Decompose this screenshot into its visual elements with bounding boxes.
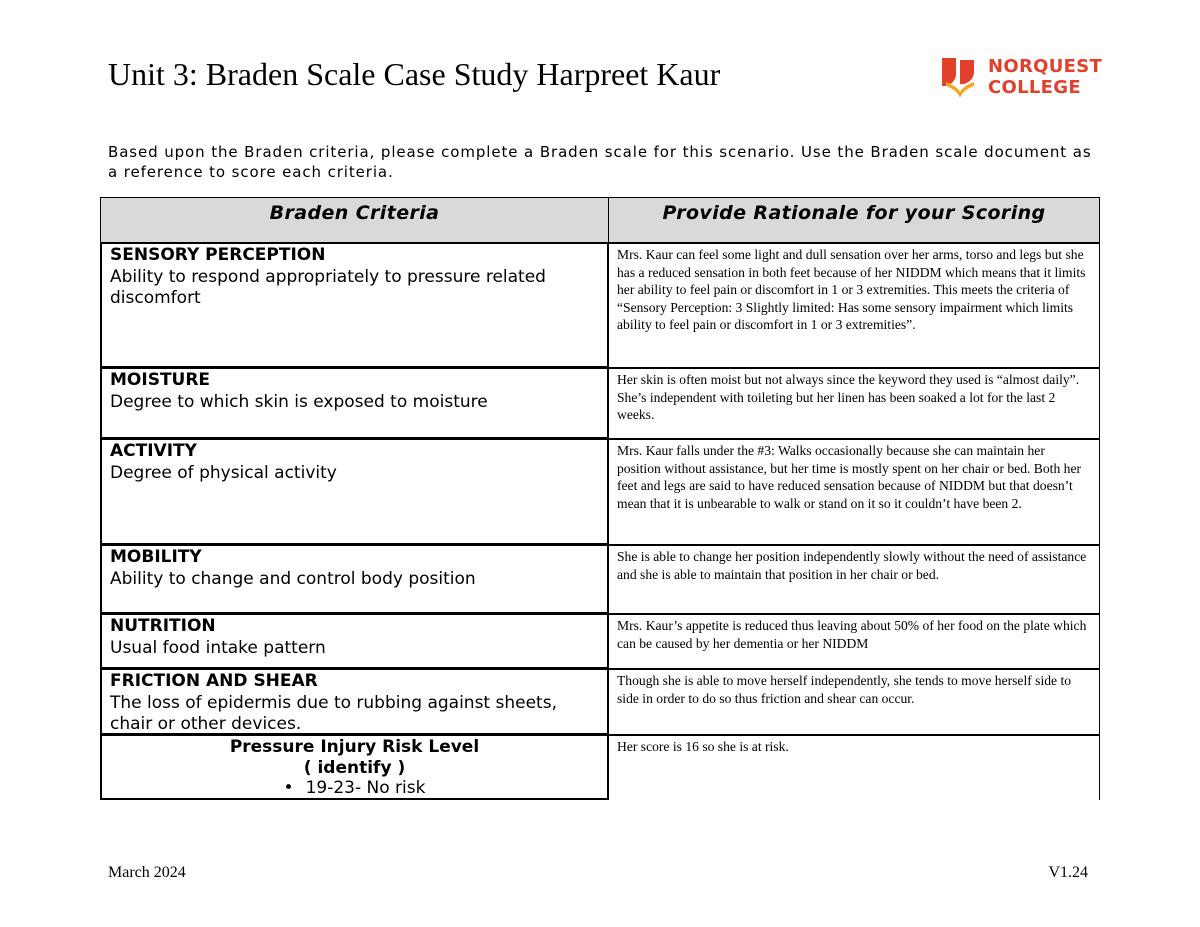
criteria-name: MOBILITY <box>110 547 202 567</box>
criteria-description: Ability to change and control body position <box>110 568 476 589</box>
criteria-cell-nutrition <box>100 614 609 669</box>
criteria-description: The loss of epidermis due to rubbing against sheets, chair or other devices. <box>110 692 557 734</box>
criteria-name: MOISTURE <box>110 370 211 390</box>
criteria-cell-activity <box>100 439 609 545</box>
rationale-cell-sensory: Mrs. Kaur can feel some light and dull sensation over her arms, torso and legs but she has a reduced sensation in both feet because of her NIDDM which means that it limits her ability to feel pain or discomfort in 1 or 3 extremities. This meets the criteria of “Sensory Perception: 3 Slightly limited: Has some sensory impairment which limits ability to feel pain or discomfort in 1 or 3 extremities”. <box>609 243 1100 368</box>
rationale-cell-mobility: She is able to change her position independently slowly without the need of assistance and she is able to maintain that position in her chair or bed. <box>609 545 1100 614</box>
criteria-cell-moisture <box>100 368 609 439</box>
rationale-cell-friction: Though she is able to move herself independently, she tends to move herself side to side in order to do so thus friction and shear can occur. <box>609 669 1100 735</box>
criteria-cell-mobility <box>100 545 609 614</box>
rationale-cell-risk: Her score is 16 so she is at risk. <box>609 735 1100 800</box>
page-title: Unit 3: Braden Scale Case Study Harpreet Kaur <box>108 56 721 92</box>
criteria-description: Usual food intake pattern <box>110 637 326 658</box>
logo-wordmark <box>988 56 1102 98</box>
criteria-description: Degree to which skin is exposed to moisture <box>110 391 488 412</box>
logo-line-2: COLLEGE <box>988 77 1081 98</box>
rationale-cell-activity: Mrs. Kaur falls under the #3: Walks occasionally because she can maintain her position without assistance, but her time is mostly spent on her chair or bed. Both her feet and legs are said to have reduced sensation because of NIDDM but that doesn’t mean that it is unbearable to walk or stand on it so it couldn’t have been 2. <box>609 439 1100 545</box>
braden-table <box>100 197 1100 800</box>
criteria-name: NUTRITION <box>110 616 216 636</box>
column-header-criteria: Braden Criteria <box>100 197 609 243</box>
column-header-rationale: Provide Rationale for your Scoring <box>608 197 1100 243</box>
risk-level-cell <box>100 735 609 800</box>
rationale-cell-moisture: Her skin is often moist but not always since the keyword they used is “almost daily”. She’s independent with toileting but her linen has been soaked a lot for the last 2 weeks. <box>609 368 1100 439</box>
criteria-cell-friction <box>100 669 609 735</box>
risk-subtitle: ( identify ) <box>303 757 406 778</box>
footer-version: V1.24 <box>1048 864 1088 881</box>
criteria-description: Ability to respond appropriately to pressure related discomfort <box>110 266 546 308</box>
logo-line-1: NORQUEST <box>988 56 1103 77</box>
footer-date: March 2024 <box>108 864 186 881</box>
criteria-name: SENSORY PERCEPTION <box>110 245 326 265</box>
criteria-name: FRICTION AND SHEAR <box>110 671 318 691</box>
risk-item-text: 19-23- No risk <box>305 778 426 798</box>
criteria-cell-sensory <box>100 243 609 368</box>
risk-title: Pressure Injury Risk Level <box>229 737 480 757</box>
bullet-icon: • <box>283 778 294 798</box>
criteria-name: ACTIVITY <box>110 441 197 461</box>
criteria-description: Degree of physical activity <box>110 462 337 483</box>
norquest-logo <box>940 56 1110 100</box>
instructions: Based upon the Braden criteria, please complete a Braden scale for this scenario. Use the Braden scale document as a reference to score each criteria. <box>108 143 1092 181</box>
list-item <box>110 778 599 799</box>
risk-list <box>110 778 599 799</box>
rationale-cell-nutrition: Mrs. Kaur’s appetite is reduced thus leaving about 50% of her food on the plate which can be caused by her dementia or her NIDDM <box>609 614 1100 669</box>
logo-shield-icon <box>940 56 980 100</box>
